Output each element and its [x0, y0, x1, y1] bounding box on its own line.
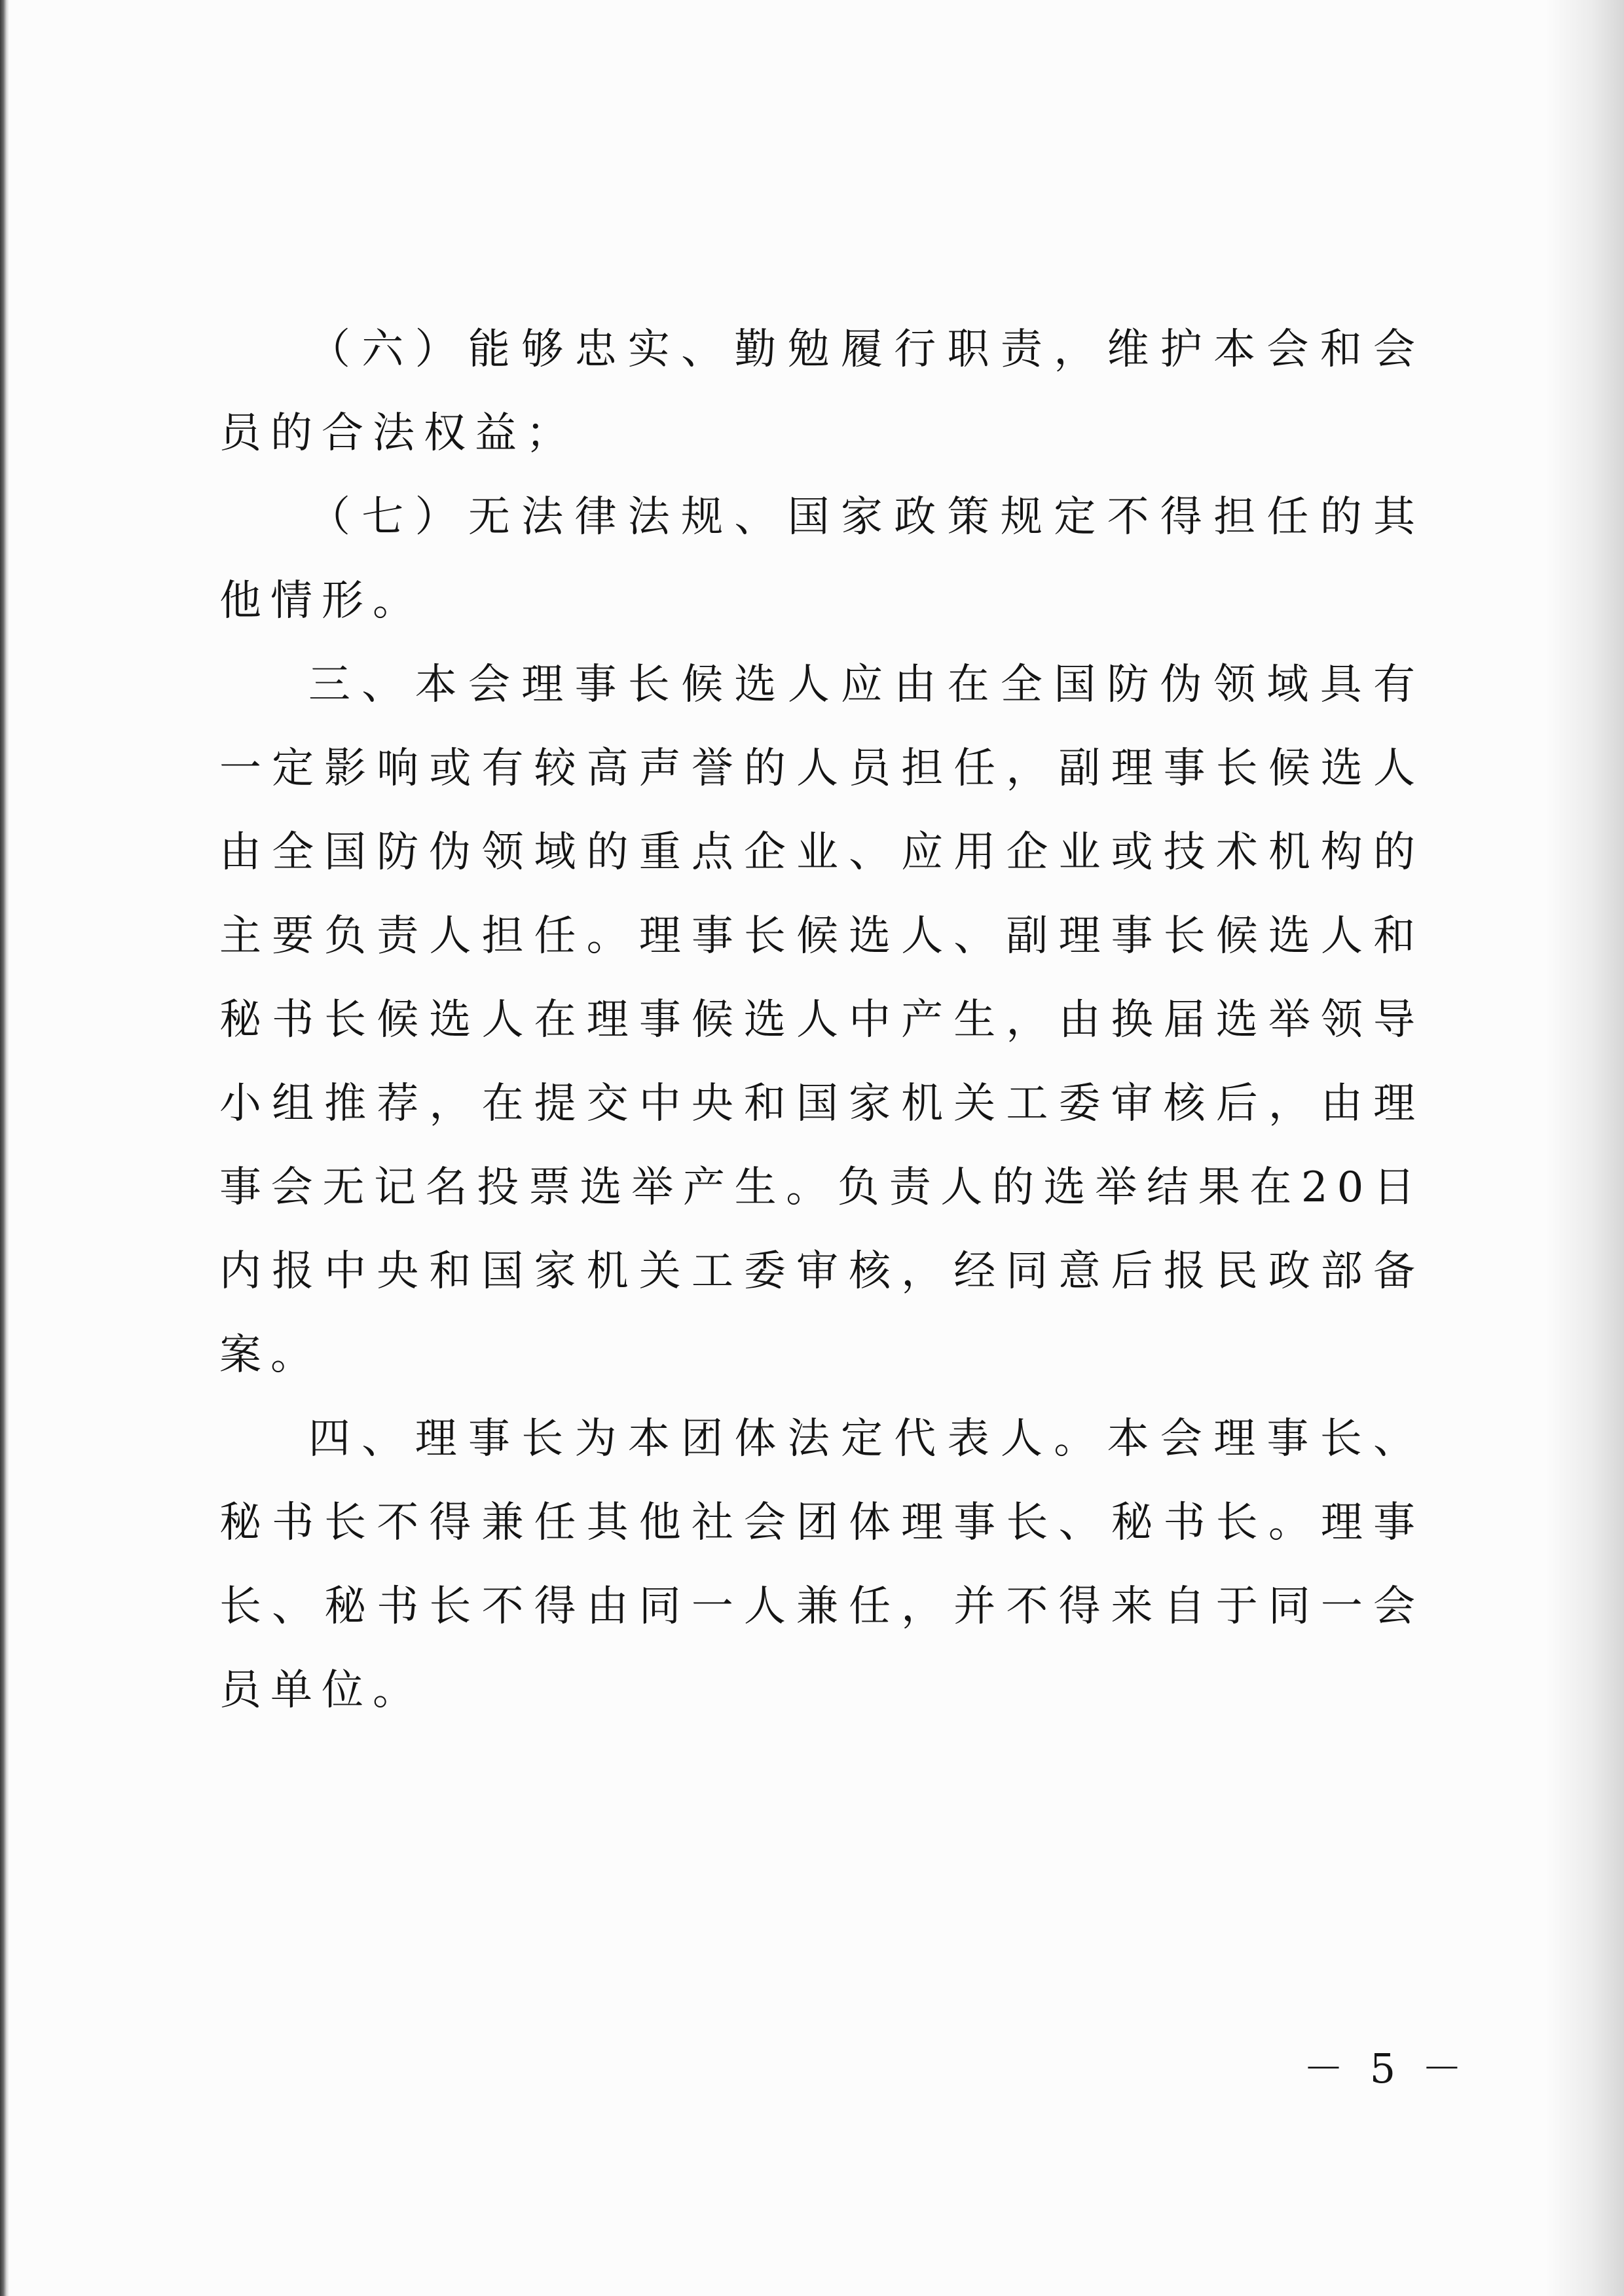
page-number: － 5 － [1303, 2045, 1469, 2092]
paragraph-item-six: （六）能够忠实、勤勉履行职责，维护本会和会员的合法权益； [219, 325, 1424, 458]
paragraph-section-four: 四、理事长为本团体法定代表人。本会理事长、秘书长不得兼任其他社会团体理事长、秘书长。理事长、秘书长不得由同一人兼任，并不得来自于同一会员单位。 [219, 1415, 1424, 1715]
paragraph-item-seven: （七）无法律法规、国家政策规定不得担任的其他情形。 [219, 493, 1424, 625]
scan-right-shade [1545, 0, 1624, 2296]
document-body [219, 308, 1424, 1732]
paragraph-section-three: 三、本会理事长候选人应由在全国防伪领域具有一定影响或有较高声誉的人员担任，副理事长候选人由全国防伪领域的重点企业、应用企业或技术机构的主要负责人担任。理事长候选人、副理事长候选人和秘书长候选人在理事候选人中产生，由换届选举领导小组推荐，在提交中央和国家机关工委审核后，由理事会无记名投票选举产生。负责人的选举结果在20日内报中央和国家机关工委审核，经同意后报民政部备案。 [219, 661, 1424, 1379]
scan-left-edge [0, 0, 9, 2296]
